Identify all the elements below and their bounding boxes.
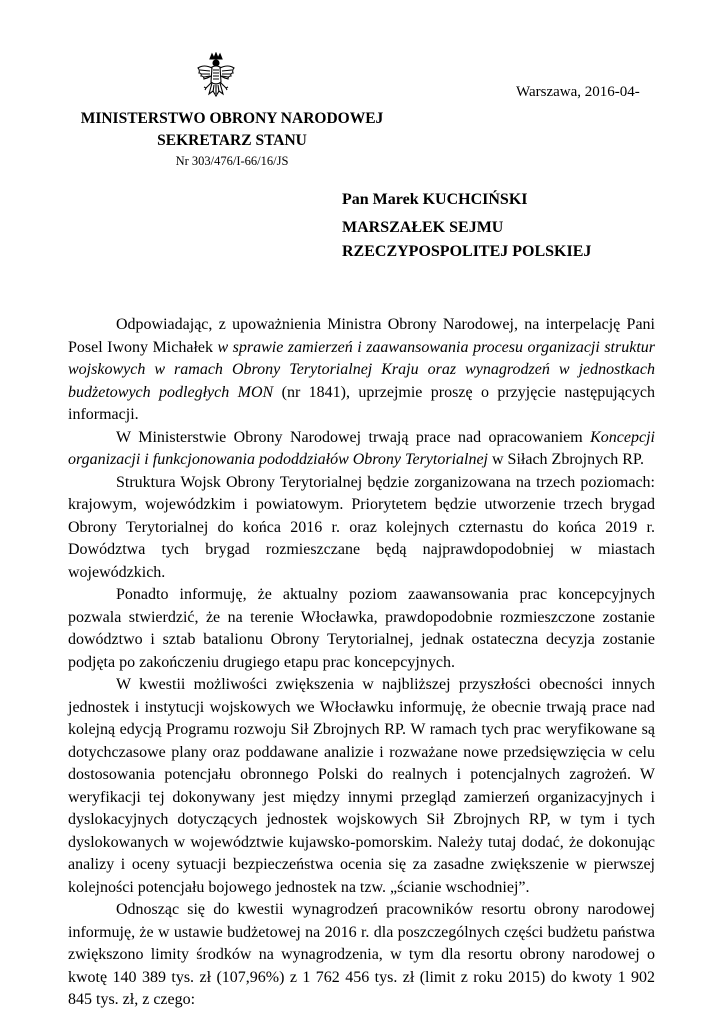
recipient-title-line2: RZECZYPOSPOLITEJ POLSKIEJ — [342, 243, 592, 260]
paragraph-3: Struktura Wojsk Obrony Terytorialnej będzie zorganizowana na trzech poziomach: krajowym, wojewódzkim i powiatowym. Priorytetem będzie utworzenie trzech brygad Obrony Terytorialnej do końca 2016 r. oraz kolejnych czternastu do końca 2019 r. Dowództwa tych brygad rozmieszczane będą najprawdopodobniej w miastach wojewódzkich. — [68, 473, 655, 581]
paragraph-4: Ponadto informuję, że aktualny poziom zaawansowania prac koncepcyjnych pozwala stwierdzić, że na terenie Włocławka, prawdopodobnie rozmieszczone zostanie dowództwo i sztab batalionu Obrony Terytorialnej, jednak ostateczna decyzja zostanie podjęta po zakończeniu drugiego etapu prac koncepcyjnych. — [68, 586, 655, 671]
paragraph-1-text-c: (nr 1841), uprzejmie proszę o przyjęcie następujących informacji. — [68, 383, 655, 423]
paragraph-6: Odnosząc się do kwestii wynagrodzeń pracowników resortu obrony narodowej informuję, że w ustawie budżetowej na 2016 r. dla poszczególnych części budżetu państwa zwiększono limity środków na wynagrodzenia, w tym dla resortu obrony narodowej o kwotę 140 389 tys. zł (107,96%) z 1 762 456 tys. zł (limit z roku 2015) do kwoty 1 902 845 tys. zł, z czego: — [68, 901, 655, 1008]
paragraph-2-concept-title: Koncepcji organizacji i funkcjonowania pododdziałów Obrony Terytorialnej — [68, 428, 655, 468]
paragraph-5: W kwestii możliwości zwiększenia w najbliższej przyszłości obecności innych jednostek i instytucji wojskowych we Włocławku informuję, że obecnie trwają prace nad kolejną edycją Programu rozwoju Sił Zbrojnych RP. W ramach tych prac weryfikowane są dotychczasowe plany oraz poddawane analizie i rozważane nowe przedsięwzięcia w celu dostosowania potencjału obronnego Polski do realnych i potencjalnych zagrożeń. W weryfikacji tej dokonywany jest między innymi przegląd zamierzeń organizacyjnych i dyslokacyjnych dotyczących jednostek wojskowych Sił Zbrojnych RP, w tym i tych dyslokowanych w województwie kujawsko-pomorskim. Należy tutaj dodać, że dokonując analizy i oceny sytuacji bezpieczeństwa ocenia się za zasadne zwiększenie w pierwszej kolejności potencjału bojowego jednostek na tzw. „ścianie wschodniej”. — [68, 676, 655, 896]
ministry-name: MINISTERSTWO OBRONY NARODOWEJ — [80, 110, 384, 127]
letter-date: Warszawa, 2016-04- — [516, 84, 640, 100]
recipient-title-line1: MARSZAŁEK SEJMU — [342, 219, 504, 236]
polish-eagle-emblem-icon — [196, 52, 236, 100]
paragraph-2 — [68, 427, 655, 472]
paragraph-2-text-a: W Ministerstwie Obrony Narodowej trwają prace nad opracowaniem — [116, 428, 591, 446]
office-name: SEKRETARZ STANU — [157, 132, 307, 149]
sender-block — [0, 108, 464, 170]
paragraph-2-text-c: w Siłach Zbrojnych RP. — [488, 451, 644, 468]
reference-number: Nr 303/476/I-66/16/JS — [175, 154, 289, 168]
paragraph-1-text-a: Odpowiadając, z upoważnienia Ministra Obrony Narodowej, na interpelację Pani Posel Iwony Michałek — [68, 316, 655, 356]
paragraph-1-subject: w sprawie zamierzeń i zaawansowania procesu organizacji struktur wojskowych w ramach Obrony Terytorialnej Kraju oraz wynagrodzeń w jednostkach budżetowych podległych MON — [68, 338, 655, 401]
letter-body — [68, 314, 655, 1012]
paragraph-1 — [68, 314, 655, 427]
recipient-block — [342, 188, 591, 264]
recipient-name: Pan Marek KUCHCIŃSKI — [342, 191, 528, 208]
